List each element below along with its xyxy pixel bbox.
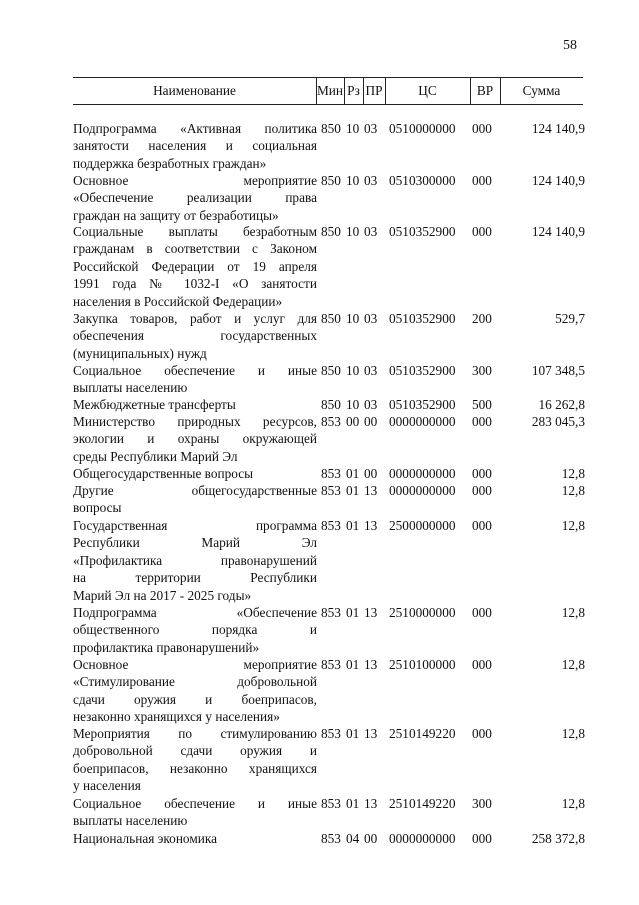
row-name [73,656,317,726]
row-name [73,413,317,465]
row-vr: 000 [472,173,492,188]
table-row [73,120,585,172]
row-pr: 03 [364,311,378,326]
row-name-line: «Стимулирование добровольной [73,674,317,690]
row-pr: 03 [364,224,378,239]
row-pr: 13 [364,605,378,620]
header-sum: Сумма [522,83,561,98]
row-pr: 03 [364,397,378,412]
row-pr: 03 [364,173,378,188]
row-vr: 000 [472,605,492,620]
row-rz: 01 [346,466,360,481]
table-row [73,604,585,656]
row-name [73,465,317,482]
row-name-line: Социальное обеспечение и иные [73,363,317,378]
row-name-line: (муниципальных) нужд [73,345,207,361]
row-pr: 03 [364,363,378,378]
table-row [73,795,585,830]
row-sum: 124 140,9 [531,173,585,188]
row-name-line: незаконно хранящихся у населения» [73,709,280,725]
table-row [73,725,585,795]
row-cs: 0510000000 [389,121,456,136]
row-name-line: населения в Российской Федерации» [73,293,283,309]
row-sum: 12,8 [561,796,585,811]
row-name-line: Республики Марий Эл [73,535,317,551]
row-name-line: экологии и охраны окружающей [73,431,317,447]
row-name [73,517,317,604]
table-row [73,465,585,482]
row-name [73,120,317,172]
row-sum: 12,8 [561,657,585,672]
header-name: Наименование [153,83,236,98]
row-name-line: среды Республики Марий Эл [73,448,238,464]
row-vr: 000 [472,121,492,136]
row-name-line: Подпрограмма «Активная политика [73,121,317,136]
row-sum: 258 372,8 [531,831,585,846]
row-cs: 0000000000 [389,414,456,429]
row-name-line: поддержка безработных граждан» [73,155,267,171]
row-rz: 01 [346,796,360,811]
row-rz: 01 [346,726,360,741]
row-name-line: «Профилактика правонарушений [73,552,317,568]
row-name-line: у населения [73,778,141,794]
row-min: 850 [321,397,341,412]
row-name-line: Российской Федерации от 19 апреля [73,258,317,274]
row-name-line: занятости населения и социальная [73,138,317,154]
row-rz: 01 [346,605,360,620]
row-name-line: боеприпасов, незаконно хранящихся [73,760,317,776]
table-row [73,310,585,362]
header-pr: ПР [365,83,383,98]
table-row [73,482,585,517]
row-rz: 04 [346,831,360,846]
table-row [73,223,585,310]
row-sum: 16 262,8 [538,397,585,412]
row-name-line: Социальные выплаты безработным [73,224,317,239]
row-min: 850 [321,121,341,136]
row-cs: 2500000000 [389,518,456,533]
row-sum: 12,8 [561,466,585,481]
row-name [73,310,317,362]
row-name-line: Социальное обеспечение и иные [73,796,317,811]
row-vr: 200 [472,311,492,326]
row-pr: 00 [364,466,378,481]
row-cs: 0510352900 [389,224,456,239]
row-sum: 124 140,9 [531,224,585,239]
row-sum: 12,8 [561,483,585,498]
row-cs: 2510149220 [389,796,456,811]
header-rz: Рз [347,83,360,98]
row-name-line: 1991 года № 1032-I «О занятости [73,276,317,292]
table-header [73,77,583,105]
row-name-line: граждан на защиту от безработицы» [73,207,279,223]
row-cs: 0510352900 [389,397,456,412]
row-sum: 12,8 [561,605,585,620]
table-row [73,517,585,604]
row-name-line: сдачи оружия и боеприпасов, [73,691,317,707]
row-cs: 2510000000 [389,605,456,620]
row-pr: 13 [364,483,378,498]
row-pr: 13 [364,518,378,533]
row-rz: 10 [346,224,360,239]
row-sum: 12,8 [561,518,585,533]
row-cs: 0000000000 [389,483,456,498]
row-name-line: выплаты населению [73,813,188,829]
row-vr: 500 [472,397,492,412]
row-vr: 300 [472,796,492,811]
row-sum: 107 348,5 [531,363,585,378]
row-name-line: профилактика правонарушений» [73,639,260,655]
header-vr: ВР [476,83,494,98]
row-vr: 000 [472,831,492,846]
row-vr: 300 [472,363,492,378]
row-sum: 529,7 [555,311,585,326]
row-min: 853 [321,831,341,846]
row-sum: 12,8 [561,726,585,741]
row-name [73,172,317,224]
row-cs: 0510352900 [389,311,456,326]
row-name [73,830,317,847]
row-min: 850 [321,173,341,188]
row-name-line: на территории Республики [73,570,317,586]
row-min: 850 [321,311,341,326]
row-min: 853 [321,726,341,741]
row-rz: 01 [346,518,360,533]
row-rz: 00 [346,414,360,429]
row-name [73,482,317,517]
row-min: 853 [321,657,341,672]
row-vr: 000 [472,726,492,741]
row-vr: 000 [472,414,492,429]
row-name-line: Закупка товаров, работ и услуг для [73,311,317,326]
row-name [73,725,317,795]
table-row [73,656,585,726]
row-rz: 10 [346,121,360,136]
row-min: 853 [321,518,341,533]
table-row [73,830,585,847]
row-cs: 0000000000 [389,831,456,846]
table-row [73,172,585,224]
row-name-line: Государственная программа [73,518,317,533]
row-name-line: добровольной сдачи оружия и [73,743,317,759]
row-name-line: обеспечения государственных [73,328,317,344]
table-row [73,413,585,465]
row-name [73,362,317,397]
row-name-line: вопросы [73,500,122,516]
row-rz: 10 [346,311,360,326]
row-name-line: гражданам в соответствии с Законом [73,241,317,257]
row-name-line: общественного порядка и [73,622,317,638]
row-vr: 000 [472,657,492,672]
row-pr: 13 [364,796,378,811]
row-cs: 0000000000 [389,466,456,481]
row-pr: 13 [364,726,378,741]
row-rz: 01 [346,483,360,498]
row-name [73,223,317,310]
row-name [73,795,317,830]
row-cs: 2510149220 [389,726,456,741]
row-min: 850 [321,363,341,378]
row-name-line: Общегосударственные вопросы [73,466,254,481]
row-vr: 000 [472,224,492,239]
row-name-line: Межбюджетные трансферты [73,397,236,412]
row-cs: 0510300000 [389,173,456,188]
row-vr: 000 [472,466,492,481]
row-name-line: Другие общегосударственные [73,483,317,498]
row-cs: 2510100000 [389,657,456,672]
row-name [73,604,317,656]
row-name-line: Министерство природных ресурсов, [73,414,317,429]
row-vr: 000 [472,518,492,533]
row-min: 853 [321,605,341,620]
row-rz: 10 [346,397,360,412]
table-row [73,362,585,397]
row-name-line: Основное мероприятие [73,657,317,672]
row-name-line: Национальная экономика [73,831,218,846]
row-rz: 10 [346,363,360,378]
row-pr: 00 [364,831,378,846]
row-vr: 000 [472,483,492,498]
row-pr: 13 [364,657,378,672]
row-name-line: «Обеспечение реализации права [73,190,317,206]
header-min: Мин [316,83,344,98]
header-cs: ЦС [418,83,437,98]
row-cs: 0510352900 [389,363,456,378]
row-rz: 10 [346,173,360,188]
row-name-line: Основное мероприятие [73,173,317,188]
row-min: 853 [321,483,341,498]
row-name-line: Марий Эл на 2017 - 2025 годы» [73,587,252,603]
row-name-line: Подпрограмма «Обеспечение [73,605,317,620]
table-row [73,396,585,413]
row-min: 853 [321,466,341,481]
row-rz: 01 [346,657,360,672]
page-number: 58 [563,38,577,53]
row-sum: 124 140,9 [531,121,585,136]
row-name-line: выплаты населению [73,380,188,396]
row-min: 853 [321,796,341,811]
row-name-line: Мероприятия по стимулированию [73,726,317,741]
row-sum: 283 045,3 [531,414,585,429]
row-min: 853 [321,414,341,429]
row-pr: 03 [364,121,378,136]
row-pr: 00 [364,414,378,429]
row-min: 850 [321,224,341,239]
row-name [73,396,317,413]
